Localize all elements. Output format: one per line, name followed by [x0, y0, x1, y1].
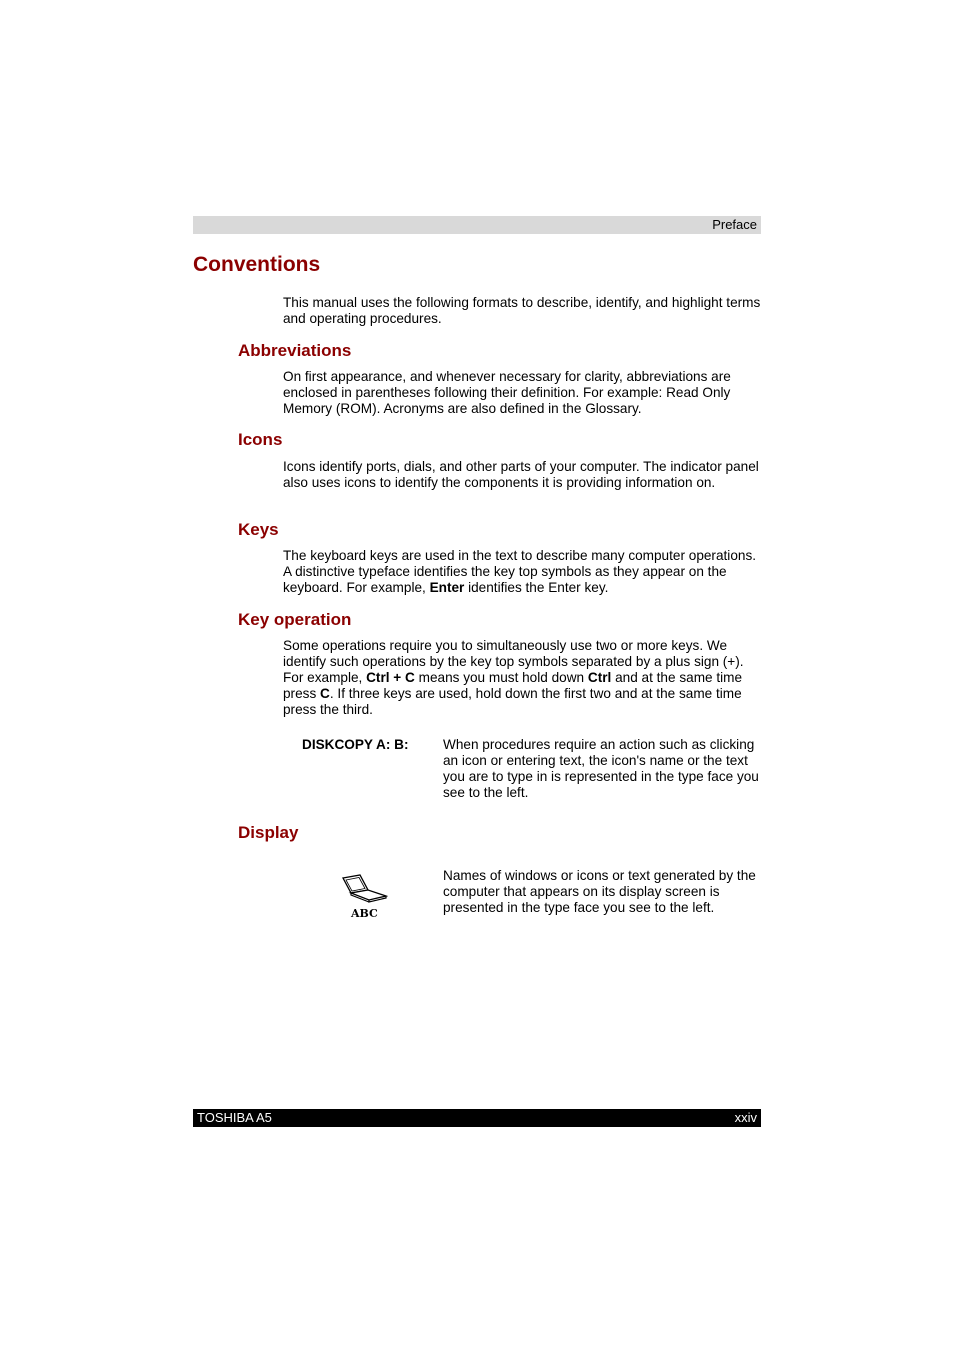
heading-icons: Icons — [238, 430, 283, 449]
heading-key-operation: Key operation — [238, 610, 352, 629]
keyop-bold-3: C — [320, 686, 330, 701]
diskcopy-description: When procedures require an action such as clicking an icon or entering text, the icon's name or the text you are to type in is represented in the type face you see to the left. — [443, 737, 759, 800]
abbreviations-paragraph: On first appearance, and whenever necessary for clarity, abbreviations are enclosed in parentheses following their definition. For example: Read Only Memory (ROM). Acronyms are also defined in the Glossary. — [283, 369, 731, 416]
running-header — [193, 216, 761, 234]
icons-paragraph: Icons identify ports, dials, and other parts of your computer. The indicator panel also uses icons to identify the components it is providing information on. — [283, 459, 759, 490]
keys-text-before: The keyboard keys are used in the text to describe many computer operations. A distinctive typeface identifies the key top symbols as they appear on the keyboard. For example, — [283, 548, 757, 595]
keys-text-after: identifies the Enter key. — [464, 580, 609, 595]
keyop-text-1: Some operations require you to simultaneously use two or more keys. We identify such operations by the key top symbols separated by a plus sign (+). For example, — [283, 638, 744, 685]
heading-display: Display — [238, 823, 299, 842]
page-title: Conventions — [193, 253, 321, 276]
display-description: Names of windows or icons or text generated by the computer that appears on its display screen is presented in the type face you see to the left. — [443, 868, 756, 915]
keys-paragraph — [283, 548, 761, 596]
intro-paragraph: This manual uses the following formats to describe, identify, and highlight terms and operating procedures. — [283, 295, 761, 326]
keyop-bold-1: Ctrl + C — [366, 670, 415, 685]
footer-page-number: xxiv — [734, 1110, 757, 1125]
key-operation-paragraph — [283, 638, 761, 718]
heading-keys: Keys — [238, 520, 279, 539]
display-icon-label: ABC — [351, 907, 378, 920]
laptop-icon-graphic — [340, 874, 388, 908]
running-footer — [193, 1109, 761, 1127]
keys-bold-key: Enter — [429, 580, 465, 595]
keyop-text-2: means you must hold down — [414, 670, 588, 685]
header-section-label: Preface — [712, 217, 757, 232]
keyop-text-4: . If three keys are used, hold down the first two and at the same time press the third. — [283, 686, 742, 717]
keyop-bold-2: Ctrl — [587, 670, 612, 685]
footer-product: TOSHIBA A5 — [197, 1110, 272, 1125]
heading-abbreviations: Abbreviations — [238, 341, 352, 360]
keyop-text-3: and at the same time press — [283, 670, 743, 701]
diskcopy-term: DISKCOPY A: B: — [302, 737, 409, 752]
